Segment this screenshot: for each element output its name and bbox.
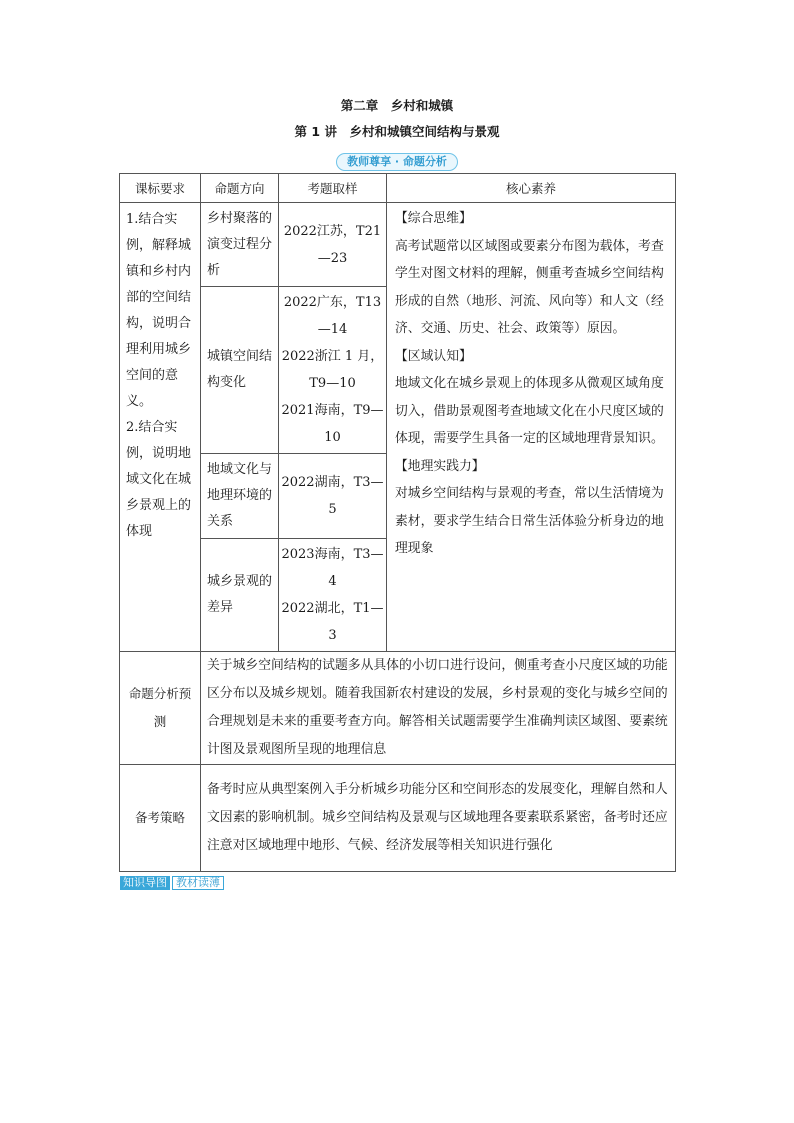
exam-analysis-table — [119, 173, 676, 872]
header-examples: 考题取样 — [279, 174, 387, 203]
example-item: 2022广东，T13—14 — [283, 295, 382, 337]
table-row — [120, 765, 676, 872]
header-direction: 命题方向 — [201, 174, 279, 203]
section-tags — [120, 871, 226, 890]
knowledge-map-tag: 知识导图 — [120, 876, 170, 890]
core-text: 对城乡空间结构与景观的考查，常以生活情境为素材，要求学生结合日常生活体验分析身边的地理现象 — [395, 486, 664, 556]
example-cell — [279, 454, 387, 539]
core-heading: 【区域认知】 — [395, 348, 472, 364]
forecast-text: 关于城乡空间结构的试题多从具体的小切口进行设问，侧重考查小尺度区域的功能区分布以及城乡规划。随着我国新农村建设的发展，乡村景观的变化与城乡空间的合理规划是未来的重要考查方向。解答相关试题需要学生准确判读区域图、要素统计图及景观图所呈现的地理信息 — [201, 652, 676, 765]
badge-row — [0, 150, 794, 171]
table-header-row — [120, 174, 676, 203]
table-row — [120, 652, 676, 765]
curriculum-standard-cell — [120, 203, 201, 652]
example-item: 2022湖南，T3—5 — [281, 475, 384, 517]
example-item: 2022江苏，T21—23 — [283, 223, 382, 266]
core-text: 高考试题常以区域图或要素分布图为载体，考查学生对图文材料的理解，侧重考查城乡空间结构形成的自然（地形、河流、风向等）和人文（经济、交通、历史、社会、政策等）原因。 — [395, 238, 664, 336]
textbook-thin-tag: 教材读薄 — [172, 876, 224, 890]
chapter-title: 第二章 乡村和城镇 — [340, 98, 454, 113]
table-row — [120, 203, 676, 287]
standard-item: 1.结合实例，解释城镇和乡村内部的空间结构，说明合理利用城乡空间的意义。 — [126, 212, 192, 409]
example-item: 2022浙江 1 月，T9—10 — [281, 349, 384, 391]
example-item: 2021海南，T9—10 — [281, 403, 384, 445]
example-item: 2022湖北，T1—3 — [281, 601, 384, 643]
example-cell — [279, 539, 387, 652]
direction-cell: 乡村聚落的演变过程分析 — [201, 203, 279, 287]
core-heading: 【地理实践力】 — [395, 458, 485, 474]
teacher-exclusive-badge: 教师尊享 · 命题分析 — [336, 153, 458, 171]
header-core: 核心素养 — [387, 174, 676, 203]
direction-cell: 城乡景观的差异 — [201, 539, 279, 652]
standard-item: 2.结合实例，说明地域文化在城乡景观上的体现 — [126, 420, 192, 539]
direction-cell: 地域文化与地理环境的关系 — [201, 454, 279, 539]
strategy-label: 备考策略 — [120, 765, 201, 872]
core-text: 地域文化在城乡景观上的体现多从微观区域角度切入，借助景观图考查地域文化在小尺度区域的体现，需要学生具备一定的区域地理背景知识。 — [395, 376, 664, 446]
core-heading: 【综合思维】 — [395, 211, 472, 226]
header-standard: 课标要求 — [120, 174, 201, 203]
core-literacy-cell — [387, 203, 676, 652]
example-item: 2023海南，T3—4 — [281, 547, 384, 589]
example-cell — [279, 203, 387, 287]
lesson-title: 第 1 讲 乡村和城镇空间结构与景观 — [294, 124, 500, 139]
forecast-label: 命题分析预测 — [120, 652, 201, 765]
strategy-text: 备考时应从典型案例入手分析城乡功能分区和空间形态的发展变化，理解自然和人文因素的影响机制。城乡空间结构及景观与区域地理各要素联系紧密，备考时还应注意对区域地理中地形、气候、经济发展等相关知识进行强化 — [201, 765, 676, 872]
example-cell — [279, 287, 387, 454]
direction-cell: 城镇空间结构变化 — [201, 287, 279, 454]
